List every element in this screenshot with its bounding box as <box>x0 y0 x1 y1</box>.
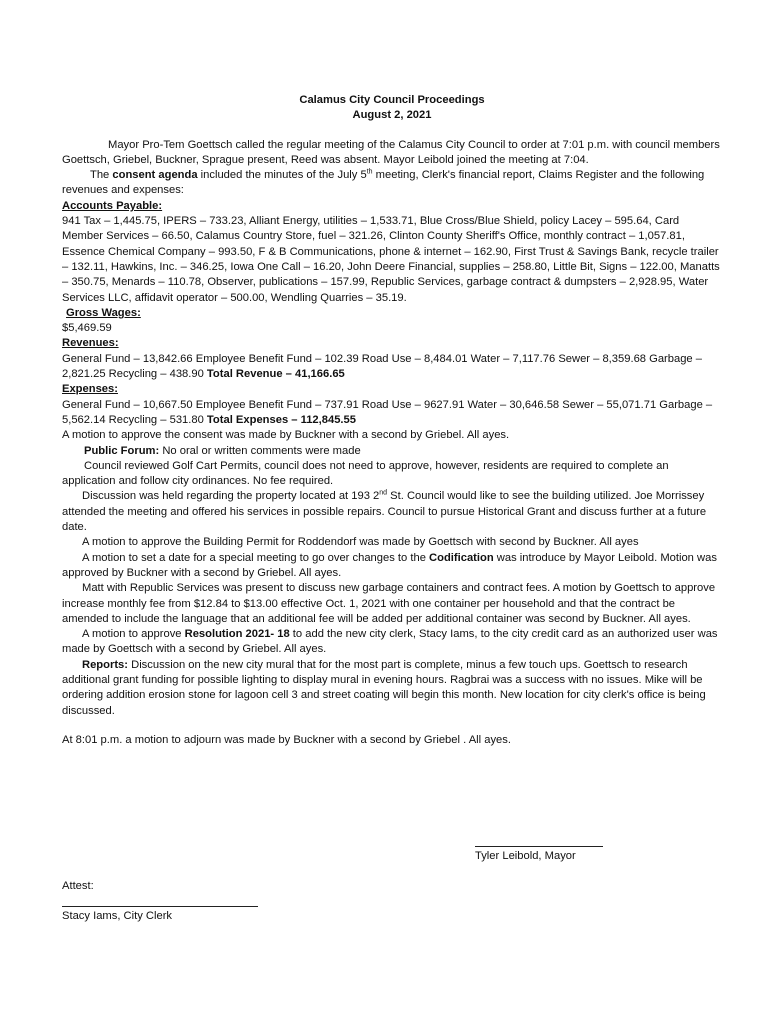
reports-text: Discussion on the new city mural that for the most part is complete, minus a few touch ups. Goettsch to research additional grant funding for possible lighting to display mural in evening hours. Ragbrai was a success with no issues. Mike will be ordering addition erosion stone for lagoon cell 3 and street coating will begin this month. New location for city clerk's office is being discussed. <box>62 658 706 717</box>
golf-cart-paragraph: Council reviewed Golf Cart Permits, council does not need to approve, however, residents are required to complete an application and follow city ordinances. No fee required. <box>62 459 669 488</box>
gross-wages-heading: Gross Wages: <box>66 306 141 319</box>
resolution-paragraph <box>62 627 722 658</box>
reports-label: Reports: <box>82 658 128 671</box>
codification-label: Codification <box>429 551 494 564</box>
expenses-heading: Expenses: <box>62 383 118 396</box>
revenues-list <box>62 352 722 383</box>
public-forum-label: Public Forum: <box>84 444 160 457</box>
document-title: Calamus City Council Proceedings <box>299 94 485 106</box>
revenues-text: General Fund – 13,842.66 Employee Benefit Fund – 102.39 Road Use – 8,484.01 Water – 7,117.76 Sewer – 8,359.68 Garbage – 2,821.25 Recycling – 438.90 <box>62 352 702 381</box>
opening-paragraph: Mayor Pro-Tem Goettsch called the regular meeting of the Calamus City Council to order at 7:01 p.m. with council members Goettsch, Griebel, Buckner, Sprague present, Reed was absent. Mayor Leibold joined the meeting at 7:04. <box>62 138 720 166</box>
expenses-list <box>62 398 722 429</box>
codification-pre: A motion to set a date for a special meeting to go over changes to the <box>82 551 430 564</box>
resolution-post: to add the new city clerk, Stacy Iams, to the city credit card as an authorized user was made by Goettsch with a second by Griebel. All ayes. <box>62 628 718 656</box>
mayor-signature-block <box>475 846 603 864</box>
consent-paragraph <box>62 168 722 199</box>
building-permit-paragraph: A motion to approve the Building Permit for Roddendorf was made by Goettsch with second by Buckner. All ayes <box>82 536 639 549</box>
codification-paragraph <box>62 551 722 582</box>
expenses-text: General Fund – 10,667.50 Employee Benefit Fund – 737.91 Road Use – 9627.91 Water – 30,646.58 Sewer – 55,071.71 Garbage – 5,562.14 Recycling – 531.80 <box>62 398 713 426</box>
clerk-signature-line <box>62 894 258 907</box>
clerk-name: Stacy Iams, City Clerk <box>62 910 173 922</box>
attest-block <box>62 879 258 924</box>
document-page <box>62 93 722 922</box>
consent-pre: The <box>90 169 113 182</box>
adjourn-paragraph: At 8:01 p.m. a motion to adjourn was made by Buckner with a second by Griebel . All ayes. <box>62 733 511 746</box>
property-paragraph <box>62 489 722 535</box>
consent-mid: included the minutes of the July 5 <box>197 169 367 182</box>
codification-post: was introduce by Mayor Leibold. Motion was approved by Buckner with a second by Griebel. All ayes. <box>62 551 717 579</box>
document-date: August 2, 2021 <box>352 109 432 122</box>
gross-wages-value: $5,469.59 <box>62 322 112 335</box>
property-post: St. Council would like to see the building utilized. Joe Morrissey attended the meeting and offered his services in possible repairs. Council to pursue Historical Grant and discuss further at a future date. <box>62 490 707 534</box>
public-forum-text: No oral or written comments were made <box>159 444 361 457</box>
mayor-signature-line <box>475 846 603 847</box>
consent-post: meeting, Clerk's financial report, Claims Register and the following revenues and expenses: <box>62 169 705 197</box>
expenses-total: Total Expenses – 112,845.55 <box>206 413 356 426</box>
consent-motion: A motion to approve the consent was made by Buckner with a second by Griebel. All ayes. <box>62 429 510 442</box>
revenues-heading: Revenues: <box>62 337 119 350</box>
attest-label: Attest: <box>62 880 94 892</box>
revenues-total: Total Revenue – 41,166.65 <box>206 368 345 381</box>
reports-paragraph <box>62 658 722 719</box>
mayor-name: Tyler Leibold, Mayor <box>475 850 576 862</box>
accounts-payable-list: 941 Tax – 1,445.75, IPERS – 733.23, Alliant Energy, utilities – 1,533.71, Blue Cross/Blue Shield, policy Lacey – 595.64, Card Member Services – 66.50, Calamus Country Store, fuel – 321.26, Clinton County Sheriff's Office, monthly contract – 1,057.81, Essence Chemical Company – 993.50, F & B Communications, phone & internet – 162.90, First Trust & Savings Bank, recycle trailer – 132.11, Hawkins, Inc. – 346.25, Iowa One Call – 16.20, John Deere Financial, supplies – 258.80, Little Bit, Signs – 122.00, Manatts – 350.75, Menards – 110.78, Observer, publications – 157.99, Republic Services, garbage contract & dumpsters – 2,928.95, Water Services LLC, affidavit operator – 500.00, Wendling Quarries – 35.19. <box>62 215 720 304</box>
republic-services-paragraph: Matt with Republic Services was present to discuss new garbage containers and contract fees. A motion by Goettsch to approve increase monthly fee from $12.84 to $13.00 effective Oct. 1, 2021 with one container per household and that the contract be amended to include the language that an additional fee will be added per additional container was second by Buckner. All ayes. <box>62 582 716 625</box>
accounts-payable-heading: Accounts Payable: <box>62 199 163 212</box>
resolution-label: Resolution 2021- 18 <box>184 628 290 641</box>
consent-agenda-label: consent agenda <box>112 169 198 182</box>
property-sup: nd <box>379 489 388 497</box>
public-forum <box>62 444 722 459</box>
consent-sup: th <box>366 168 373 176</box>
property-pre: Discussion was held regarding the property located at 193 2 <box>82 490 380 503</box>
resolution-pre: A motion to approve <box>82 628 185 641</box>
